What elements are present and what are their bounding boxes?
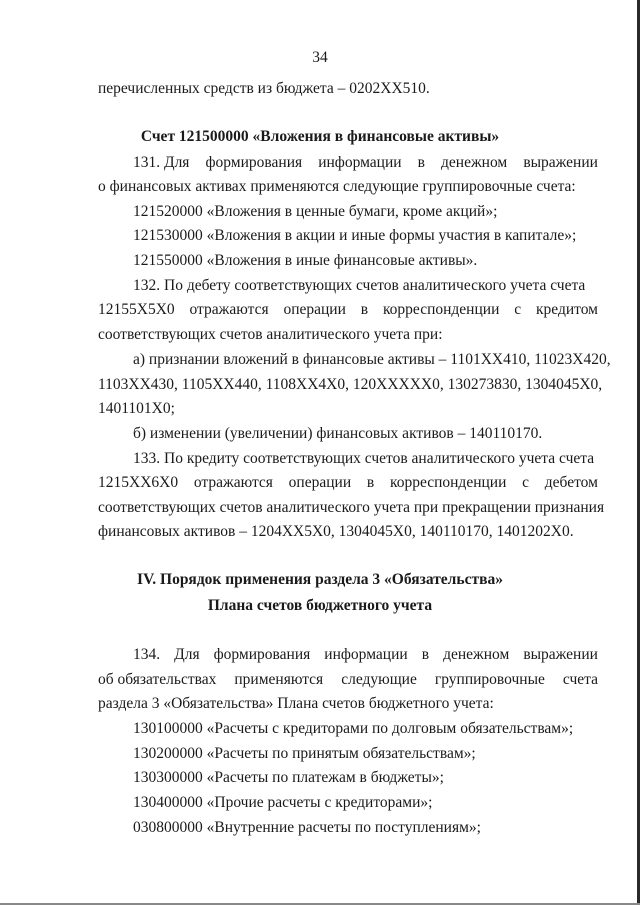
word: следующие [341,671,417,688]
word: операции [288,474,352,491]
text-line: финансовых активов – 1204ХХ5Х0, 1304045Х0, 140110170, 1401202Х0. [98,523,574,540]
page-number: 34 [312,49,328,66]
word: формирования [213,646,311,663]
list-item: 121530000 «Вложения в акции и иные формы участия в капитале»; [133,227,577,244]
word: 1215ХХ6Х0 [98,474,179,491]
word: кредитом [535,301,598,318]
text-line: 133. По кредиту соответствующих счетов аналитического учета счета [133,450,595,467]
word: с [514,301,522,318]
text-line: о финансовых активах применяются следующие группировочные счета: [98,178,576,195]
word: корреспонденции [382,301,500,318]
word: 12155Х5Х0 [98,301,175,318]
word: в [417,154,425,171]
list-item: 030800000 «Внутренние расчеты по поступлениям»; [133,819,481,836]
word: в [360,301,369,318]
text-line: соответствующих счетов аналитического учета при: [98,326,443,343]
list-item: 130200000 «Расчеты по принятым обязательствам»; [133,745,476,762]
word: отражаются [189,301,269,318]
list-item: 130400000 «Прочие расчеты с кредиторами»; [133,794,433,811]
word: Для [174,646,200,663]
word: денежном [441,154,508,171]
word: группировочные [434,671,545,688]
word: об обязательствах [98,671,217,688]
word: 134. [133,646,161,663]
word: дебетом [544,474,598,491]
word: 131. Для [133,154,190,171]
text-line: соответствующих счетов аналитического учета при прекращении признания [98,499,605,516]
list-item: 130100000 «Расчеты с кредиторами по долговым обязательствам»; [133,720,574,737]
text-line: перечисленных средств из бюджета – 0202ХХ510. [98,80,430,97]
word: информации [324,646,408,663]
word: выражении [523,154,598,171]
word: в [421,646,430,663]
text-line: а) признании вложений в финансовые активы – 1101ХХ410, 11023Х420, [133,351,611,368]
text-line: 1401101Х0; [98,400,175,417]
text-line: 1103ХХ430, 1105ХХ440, 1108ХХ4Х0, 120ХХХХХ0, 130273830, 1304045Х0, [98,376,603,393]
word: информации [318,154,402,171]
chapter-heading: IV. Порядок применения раздела 3 «Обязательства» [137,571,503,588]
justified-line [133,645,598,665]
list-item: 121550000 «Вложения в иные финансовые активы». [133,252,478,269]
list-item: 130300000 «Расчеты по платежам в бюджеты»; [133,769,444,786]
list-item: 121520000 «Вложения в ценные бумаги, кроме акций»; [133,203,498,220]
word: формирования [205,154,303,171]
justified-line [133,153,598,173]
chapter-subheading: Плана счетов бюджетного учета [207,597,433,614]
word: в [366,474,375,491]
word: отражаются [193,474,273,491]
justified-line [98,670,598,690]
word: операции [283,301,346,318]
justified-line [98,300,598,320]
word: денежном [443,646,510,663]
word: счета [562,671,598,688]
text-line: 132. По дебету соответствующих счетов аналитического учета счета [133,277,586,294]
word: с [522,474,530,491]
word: выражении [523,646,598,663]
justified-line [98,473,598,493]
text-line: раздела 3 «Обязательства» Плана счетов бюджетного учета: [98,695,494,712]
section-heading: Счет 121500000 «Вложения в финансовые активы» [140,128,500,145]
word: применяются [234,671,324,688]
word: корреспонденции [389,474,507,491]
text-line: б) изменении (увеличении) финансовых активов – 140110170. [133,425,543,442]
